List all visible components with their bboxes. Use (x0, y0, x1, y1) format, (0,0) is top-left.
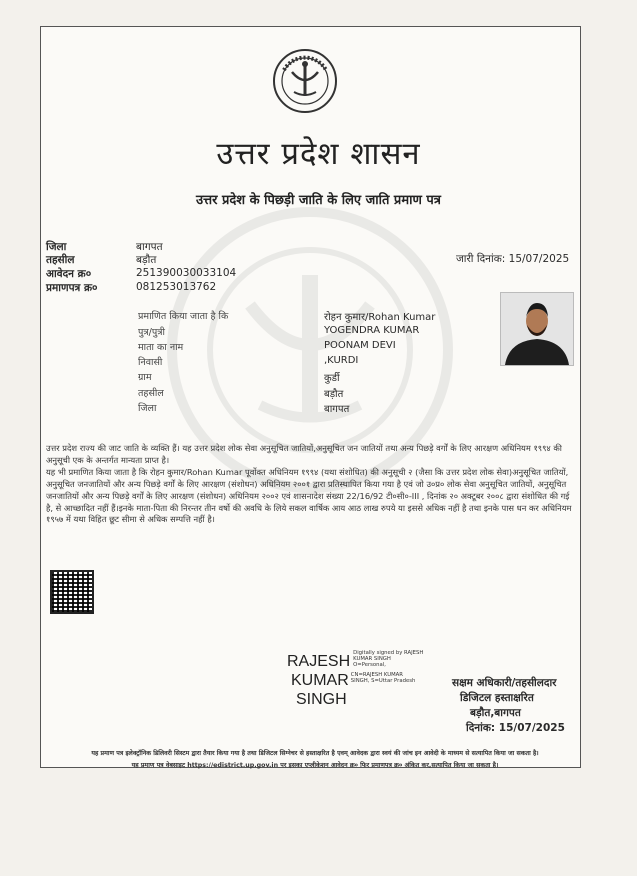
detail-label: माता का नाम (138, 342, 184, 353)
page-title: उत्तर प्रदेश शासन (216, 136, 421, 172)
digital-signature (287, 652, 423, 709)
person-photo-icon (501, 293, 573, 365)
verification-footer (40, 748, 590, 772)
detail-label: जिला (138, 403, 157, 414)
detail-value: POONAM DEVI (324, 340, 396, 351)
footer-line-2: यह प्रमाण पत्र वेबसाइट https://edistrict.up.gov.in पर इसका एप्लीकेशन आवेदन क्र० फिर प्रमाणपत्र क्र० अंकित कर,सत्यापित किया जा सकता है। (131, 762, 499, 769)
detail-label: ग्राम (138, 372, 152, 383)
verification-qr-code (50, 570, 94, 614)
signer-name-line-1: RAJESH (287, 653, 351, 670)
detail-value: ,KURDI (324, 355, 359, 366)
certificate-subtitle: उत्तर प्रदेश के पिछड़ी जाति के लिए जाति प्रमाण पत्र (196, 193, 441, 208)
application-number-value: 251390030033104 (136, 267, 237, 279)
detail-value: YOGENDRA KUMAR (324, 325, 420, 336)
issue-date (456, 252, 569, 266)
detail-label: प्रमाणित किया जाता है कि (138, 311, 229, 322)
signature-detail: CN=RAJESH KUMAR (350, 672, 403, 678)
detail-value: बागपत (324, 404, 350, 415)
signature-detail: KUMAR SINGH (353, 656, 391, 663)
officer-signed-note: डिजिटल हस्ताक्षरित (460, 692, 534, 704)
officer-designation: सक्षम अधिकारी/तहसीलदार (452, 677, 557, 689)
district-label: जिला (46, 241, 67, 253)
certificate-number-label: प्रमाणपत्र क्र० (46, 282, 98, 294)
body-paragraph-2: यह भी प्रमाणित किया जाता है कि रोहन कुमार/Rohan Kumar पूर्वोक्त अधिनियम १९९४ (यथा संशोधित) की अनुसूची २ (जैसा कि उत्तर प्रदेश लोक सेवा)अनुसूचित जातियों, अनुसूचित जनजातियों और अन्य पिछड़े वर्गों के लिए आरक्षण (संशोधन) अधिनियम २००१ द्वारा प्रतिस्थापित किया गया है एवं जो उ०प्र० लोक सेवा अनुसूचित जातियों, अनुसूचित जनजातियों और अन्य पिछड़े वर्गों के लिए आरक्षण (संशोधन) अधिनियम २००२ एवं शासनादेश संख्या 22/16/92 टी०सी०-III , दिनांक २० अक्टूबर २००८ द्वारा संशोधित की गई है, से आच्छादित नहीं हैं।इनके माता-पिता की निरन्तर तीन वर्षो की अवधि के लिये सकल वार्षिक आय आठ लाख रुपये या इससे अधिक नहीं है तथा इनके पास धन कर अधिनियम १९५७ में यथा विहित छूट सीमा से अधिक सम्पत्ति नहीं है। (46, 466, 572, 525)
issue-date-label: जारी दिनांक: (456, 253, 506, 265)
tehsil-label: तहसील (46, 254, 75, 266)
tehsil-value: बड़ौत (136, 254, 157, 266)
officer-date-value: 15/07/2025 (498, 722, 565, 734)
signer-name-line-3: SINGH (296, 691, 347, 708)
detail-label: निवासी (138, 357, 163, 368)
application-number-label: आवेदन क्र० (46, 268, 92, 280)
district-value: बागपत (136, 241, 163, 253)
signer-name-line-2: KUMAR (291, 672, 349, 689)
detail-value: बड़ौत (324, 389, 344, 400)
detail-label: पुत्र/पुत्री (138, 327, 165, 338)
signature-detail: O=Personal, (353, 662, 386, 669)
detail-value: कुर्डी (324, 373, 340, 384)
officer-location: बड़ौत,बागपत (470, 707, 521, 719)
up-government-emblem-icon (272, 48, 338, 114)
certificate-body (46, 443, 578, 526)
issue-date-value: 15/07/2025 (508, 253, 570, 265)
detail-value: रोहन कुमार/Rohan Kumar (324, 312, 436, 323)
signature-detail: Digitally signed by RAJESH (353, 650, 424, 656)
applicant-photo (500, 292, 574, 366)
certificate-number-value: 081253013762 (136, 281, 217, 293)
officer-date-label: दिनांक: (466, 722, 496, 734)
body-paragraph-1: उत्तर प्रदेश राज्य की जाट जाति के व्यक्ति हैं। यह उत्तर प्रदेश लोक सेवा अनुसूचित जातियों,अनुसूचित जन जातियों तथा अन्य पिछड़े वर्गों के लिए आरक्षण अधिनियम १९९४ की अनुसूची एक के अन्तर्गत मान्यता प्राप्त है। (46, 443, 562, 465)
signature-detail: SINGH, S=Uttar Pradesh (350, 678, 416, 685)
issuing-officer (452, 676, 565, 736)
footer-line-1: यह प्रमाण पत्र इलेक्ट्रॉनिक डिलिवरी सिस्टम द्वारा तैयार किया गया है तथा डिजिटल सिग्नेचर से हस्ताक्षरित है एवम् आवेदक द्वारा स्वयं की जांच इन आवेदी के माध्यम से सत्यापित किया जा सकता है। (91, 750, 539, 757)
detail-label: तहसील (138, 388, 164, 399)
